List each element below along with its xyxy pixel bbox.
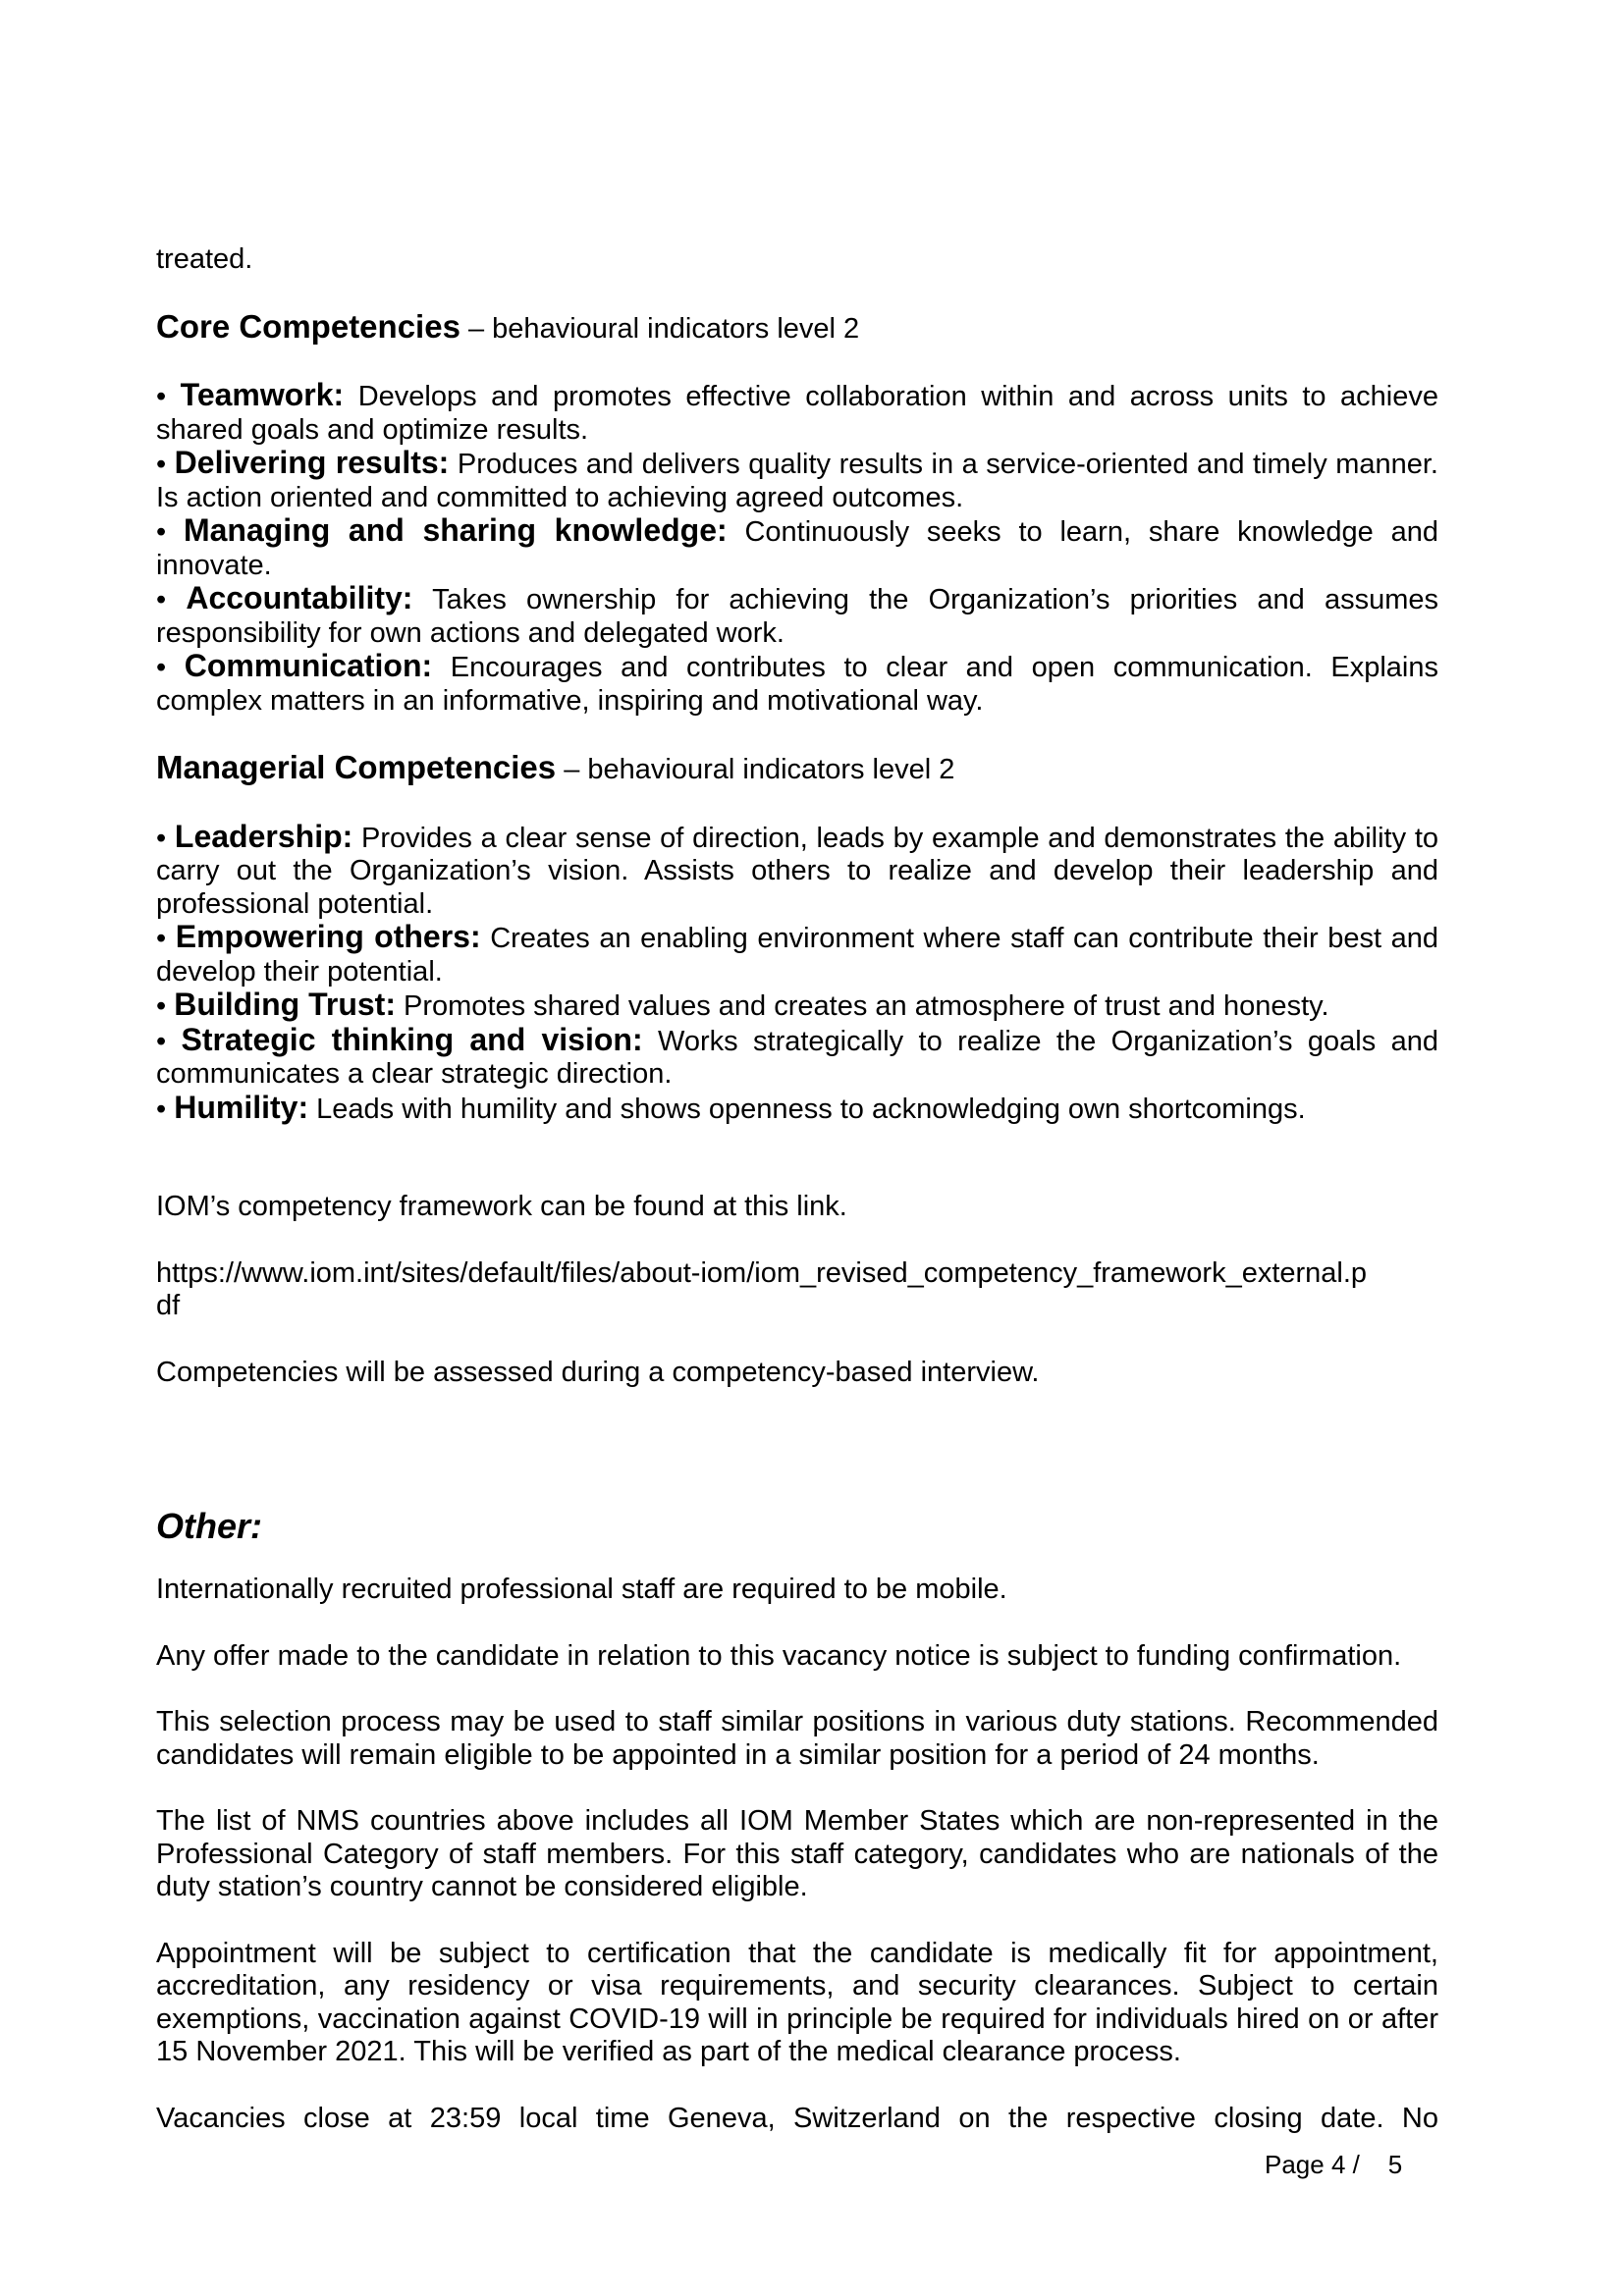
- managerial-competency-text: Creates an enabling environment where staff can contribute their best and develop their potential.: [156, 923, 1438, 988]
- other-paragraph: Appointment will be subject to certification that the candidate is medically fit for appointment, accreditation, any residency or visa requirements, and security clearances. Subject to certain exemptions, vaccination against COVID-19 will in principle be required for individuals hired on or after 15 November 2021. This will be verified as part of the medical clearance process.: [156, 1937, 1438, 2067]
- managerial-competencies-subtitle: – behavioural indicators level 2: [556, 754, 955, 785]
- core-competency-text: Takes ownership for achieving the Organization’s priorities and assumes responsibility for own actions and delegated work.: [156, 584, 1438, 649]
- core-competency-text: Produces and delivers quality results in a service-oriented and timely manner. Is action oriented and committed to achieving agreed outcomes.: [156, 449, 1438, 513]
- managerial-competency-text: Promotes shared values and creates an atmosphere of trust and honesty.: [395, 990, 1329, 1022]
- core-competency-text: Continuously seeks to learn, share knowledge and innovate.: [156, 516, 1438, 581]
- managerial-competency-item: • Leadership: Provides a clear sense of direction, leads by example and demonstrates the ability to carry out the Organization’s vision. Assists others to realize and develop their leadership and professional potential.: [156, 818, 1438, 920]
- assessment-note: Competencies will be assessed during a competency-based interview.: [156, 1356, 1040, 1388]
- managerial-competency-term: Building Trust:: [174, 987, 396, 1022]
- managerial-competency-term: Strategic thinking and vision:: [181, 1021, 643, 1057]
- core-competency-term: Accountability:: [186, 580, 413, 615]
- managerial-competency-item: • Humility: Leads with humility and shows openness to acknowledging own shortcomings.: [156, 1089, 1306, 1125]
- core-competency-term: Teamwork:: [180, 377, 345, 412]
- page-total: 5: [1387, 2150, 1403, 2179]
- managerial-competency-term: Humility:: [174, 1089, 309, 1125]
- core-competency-term: Delivering results:: [174, 445, 450, 480]
- core-competency-list: [156, 379, 1438, 718]
- core-competency-term: Managing and sharing knowledge:: [183, 512, 728, 548]
- core-competency-text: Encourages and contributes to clear and open communication. Explains complex matters in an informative, inspiring and motivational way.: [156, 652, 1438, 717]
- managerial-competencies-heading: [156, 751, 1438, 787]
- other-paragraph: Internationally recruited professional staff are required to be mobile.: [156, 1574, 1007, 1605]
- managerial-competency-item: • Empowering others: Creates an enabling environment where staff can contribute their best and develop their potential.: [156, 919, 1438, 988]
- core-competencies-heading: [156, 307, 1438, 347]
- core-competency-item: • Communication: Encourages and contributes to clear and open communication. Explains complex matters in an informative, inspiring and motivational way.: [156, 648, 1438, 717]
- managerial-competency-item: • Building Trust: Promotes shared values and creates an atmosphere of trust and honesty.: [156, 987, 1329, 1022]
- managerial-competency-text: Provides a clear sense of direction, leads by example and demonstrates the ability to carry out the Organization’s vision. Assists others to realize and develop their leadership and professional potential.: [156, 822, 1438, 920]
- core-competencies-subtitle: – behavioural indicators level 2: [460, 312, 860, 345]
- other-paragraph: Any offer made to the candidate in relation to this vacancy notice is subject to funding confirmation.: [156, 1639, 1402, 1672]
- document-page: [156, 243, 1438, 2135]
- core-competency-item: • Managing and sharing knowledge: Continuously seeks to learn, share knowledge and innovate.: [156, 512, 1438, 581]
- framework-intro: IOM’s competency framework can be found at this link.: [156, 1191, 847, 1222]
- intro-trailing-text: treated.: [156, 243, 253, 275]
- framework-link[interactable]: [156, 1257, 1438, 1323]
- core-competency-item: • Teamwork: Develops and promotes effective collaboration within and across units to achieve shared goals and optimize results.: [156, 377, 1438, 446]
- other-paragraph: Vacancies close at 23:59 local time Geneva, Switzerland on the respective closing date. No: [156, 2102, 1438, 2134]
- other-heading: Other:: [156, 1506, 262, 1546]
- managerial-competency-text: Works strategically to realize the Organization’s goals and communicates a clear strategic direction.: [156, 1025, 1438, 1090]
- managerial-competency-list: [156, 818, 1438, 1127]
- core-competency-item: • Delivering results: Produces and delivers quality results in a service-oriented and timely manner. Is action oriented and committed to achieving agreed outcomes.: [156, 445, 1438, 513]
- core-competency-text: Develops and promotes effective collaboration within and across units to achieve shared goals and optimize results.: [156, 381, 1438, 446]
- managerial-competency-term: Leadership:: [174, 818, 353, 854]
- other-paragraph: This selection process may be used to staff similar positions in various duty stations. Recommended candidates will remain eligible to be appointed in a similar position for a period of 24 months.: [156, 1706, 1438, 1771]
- framework-link-line-1[interactable]: https://www.iom.int/sites/default/files/about-iom/iom_revised_competency_framework_external.p: [156, 1256, 1368, 1289]
- managerial-competency-item: • Strategic thinking and vision: Works strategically to realize the Organization’s goals and communicates a clear strategic direction.: [156, 1021, 1438, 1090]
- managerial-competency-term: Empowering others:: [175, 919, 481, 954]
- page-footer: [1265, 2149, 1402, 2182]
- other-paragraph: The list of NMS countries above includes all IOM Member States which are non-represented in the Professional Category of staff members. For this staff category, candidates who are nationals of the duty station’s country cannot be considered eligible.: [156, 1805, 1438, 1902]
- managerial-competency-text: Leads with humility and shows openness to acknowledging own shortcomings.: [308, 1093, 1306, 1125]
- core-competencies-title: Core Competencies: [156, 307, 460, 345]
- managerial-competencies-title: Managerial Competencies: [156, 749, 557, 785]
- core-competency-term: Communication:: [184, 648, 433, 683]
- framework-link-line-2[interactable]: df: [156, 1290, 181, 1321]
- page-number-label: Page 4 /: [1265, 2150, 1360, 2179]
- core-competency-item: • Accountability: Takes ownership for achieving the Organization’s priorities and assumes responsibility for own actions and delegated work.: [156, 580, 1438, 649]
